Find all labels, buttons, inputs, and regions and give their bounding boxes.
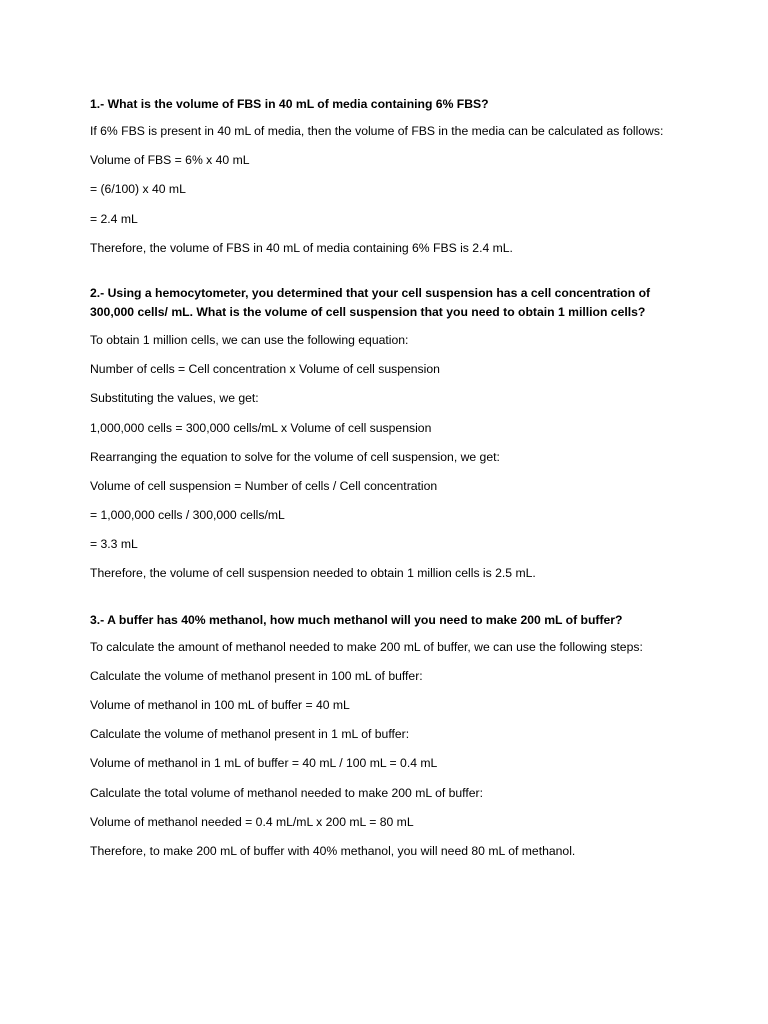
answer-line: Volume of methanol in 100 mL of buffer = 40 mL [90,698,350,712]
answer-line: Calculate the volume of methanol present in 100 mL of buffer: [90,668,423,683]
question-2-heading-line-2: 300,000 cells/ mL. What is the volume of cell suspension that you need to obtain 1 million cells? [90,305,646,320]
section-spacer [90,269,730,284]
answer-line: Number of cells = Cell concentration x Volume of cell suspension [90,362,440,377]
answer-line: If 6% FBS is present in 40 mL of media, then the volume of FBS in the media can be calculated as follows: [90,124,664,138]
answer-line: Substituting the values, we get: [90,391,259,406]
answer-line: = (6/100) x 40 mL [90,182,186,197]
question-3-heading: 3.- A buffer has 40% methanol, how much methanol will you need to make 200 mL of buffer? [90,612,623,627]
answer-line: Therefore, the volume of FBS in 40 mL of media containing 6% FBS is 2.4 mL. [90,240,513,255]
answer-line: Volume of cell suspension = Number of cells / Cell concentration [90,478,438,493]
question-1-section [90,94,730,256]
answer-line: Volume of methanol needed = 0.4 mL/mL x 200 mL = 80 mL [90,814,414,829]
document-page [90,94,730,872]
question-2-heading-line-1: 2.- Using a hemocytometer, you determined that your cell suspension has a cell concentration of [90,285,651,300]
answer-line: = 1,000,000 cells / 300,000 cells/mL [90,508,285,523]
answer-line: Rearranging the equation to solve for the volume of cell suspension, we get: [90,449,500,464]
question-2-heading [90,284,730,323]
question-1-heading: 1.- What is the volume of FBS in 40 mL of media containing 6% FBS? [90,97,489,111]
section-spacer [90,595,730,610]
answer-line: Therefore, to make 200 mL of buffer with 40% methanol, you will need 80 mL of methanol. [90,843,576,858]
answer-line: To obtain 1 million cells, we can use the following equation: [90,332,409,347]
answer-line: To calculate the amount of methanol needed to make 200 mL of buffer, we can use the following steps: [90,639,643,654]
answer-line: Calculate the total volume of methanol needed to make 200 mL of buffer: [90,785,483,800]
answer-line: Volume of FBS = 6% x 40 mL [90,153,250,168]
answer-line: Therefore, the volume of cell suspension needed to obtain 1 million cells is 2.5 mL. [90,566,536,581]
answer-line: = 2.4 mL [90,211,138,226]
answer-line: 1,000,000 cells = 300,000 cells/mL x Volume of cell suspension [90,420,432,435]
answer-line: Calculate the volume of methanol present in 1 mL of buffer: [90,727,410,742]
question-3-section [90,610,730,859]
answer-line: Volume of methanol in 1 mL of buffer = 40 mL / 100 mL = 0.4 mL [90,756,438,771]
question-2-section [90,284,730,582]
answer-line: = 3.3 mL [90,537,138,552]
